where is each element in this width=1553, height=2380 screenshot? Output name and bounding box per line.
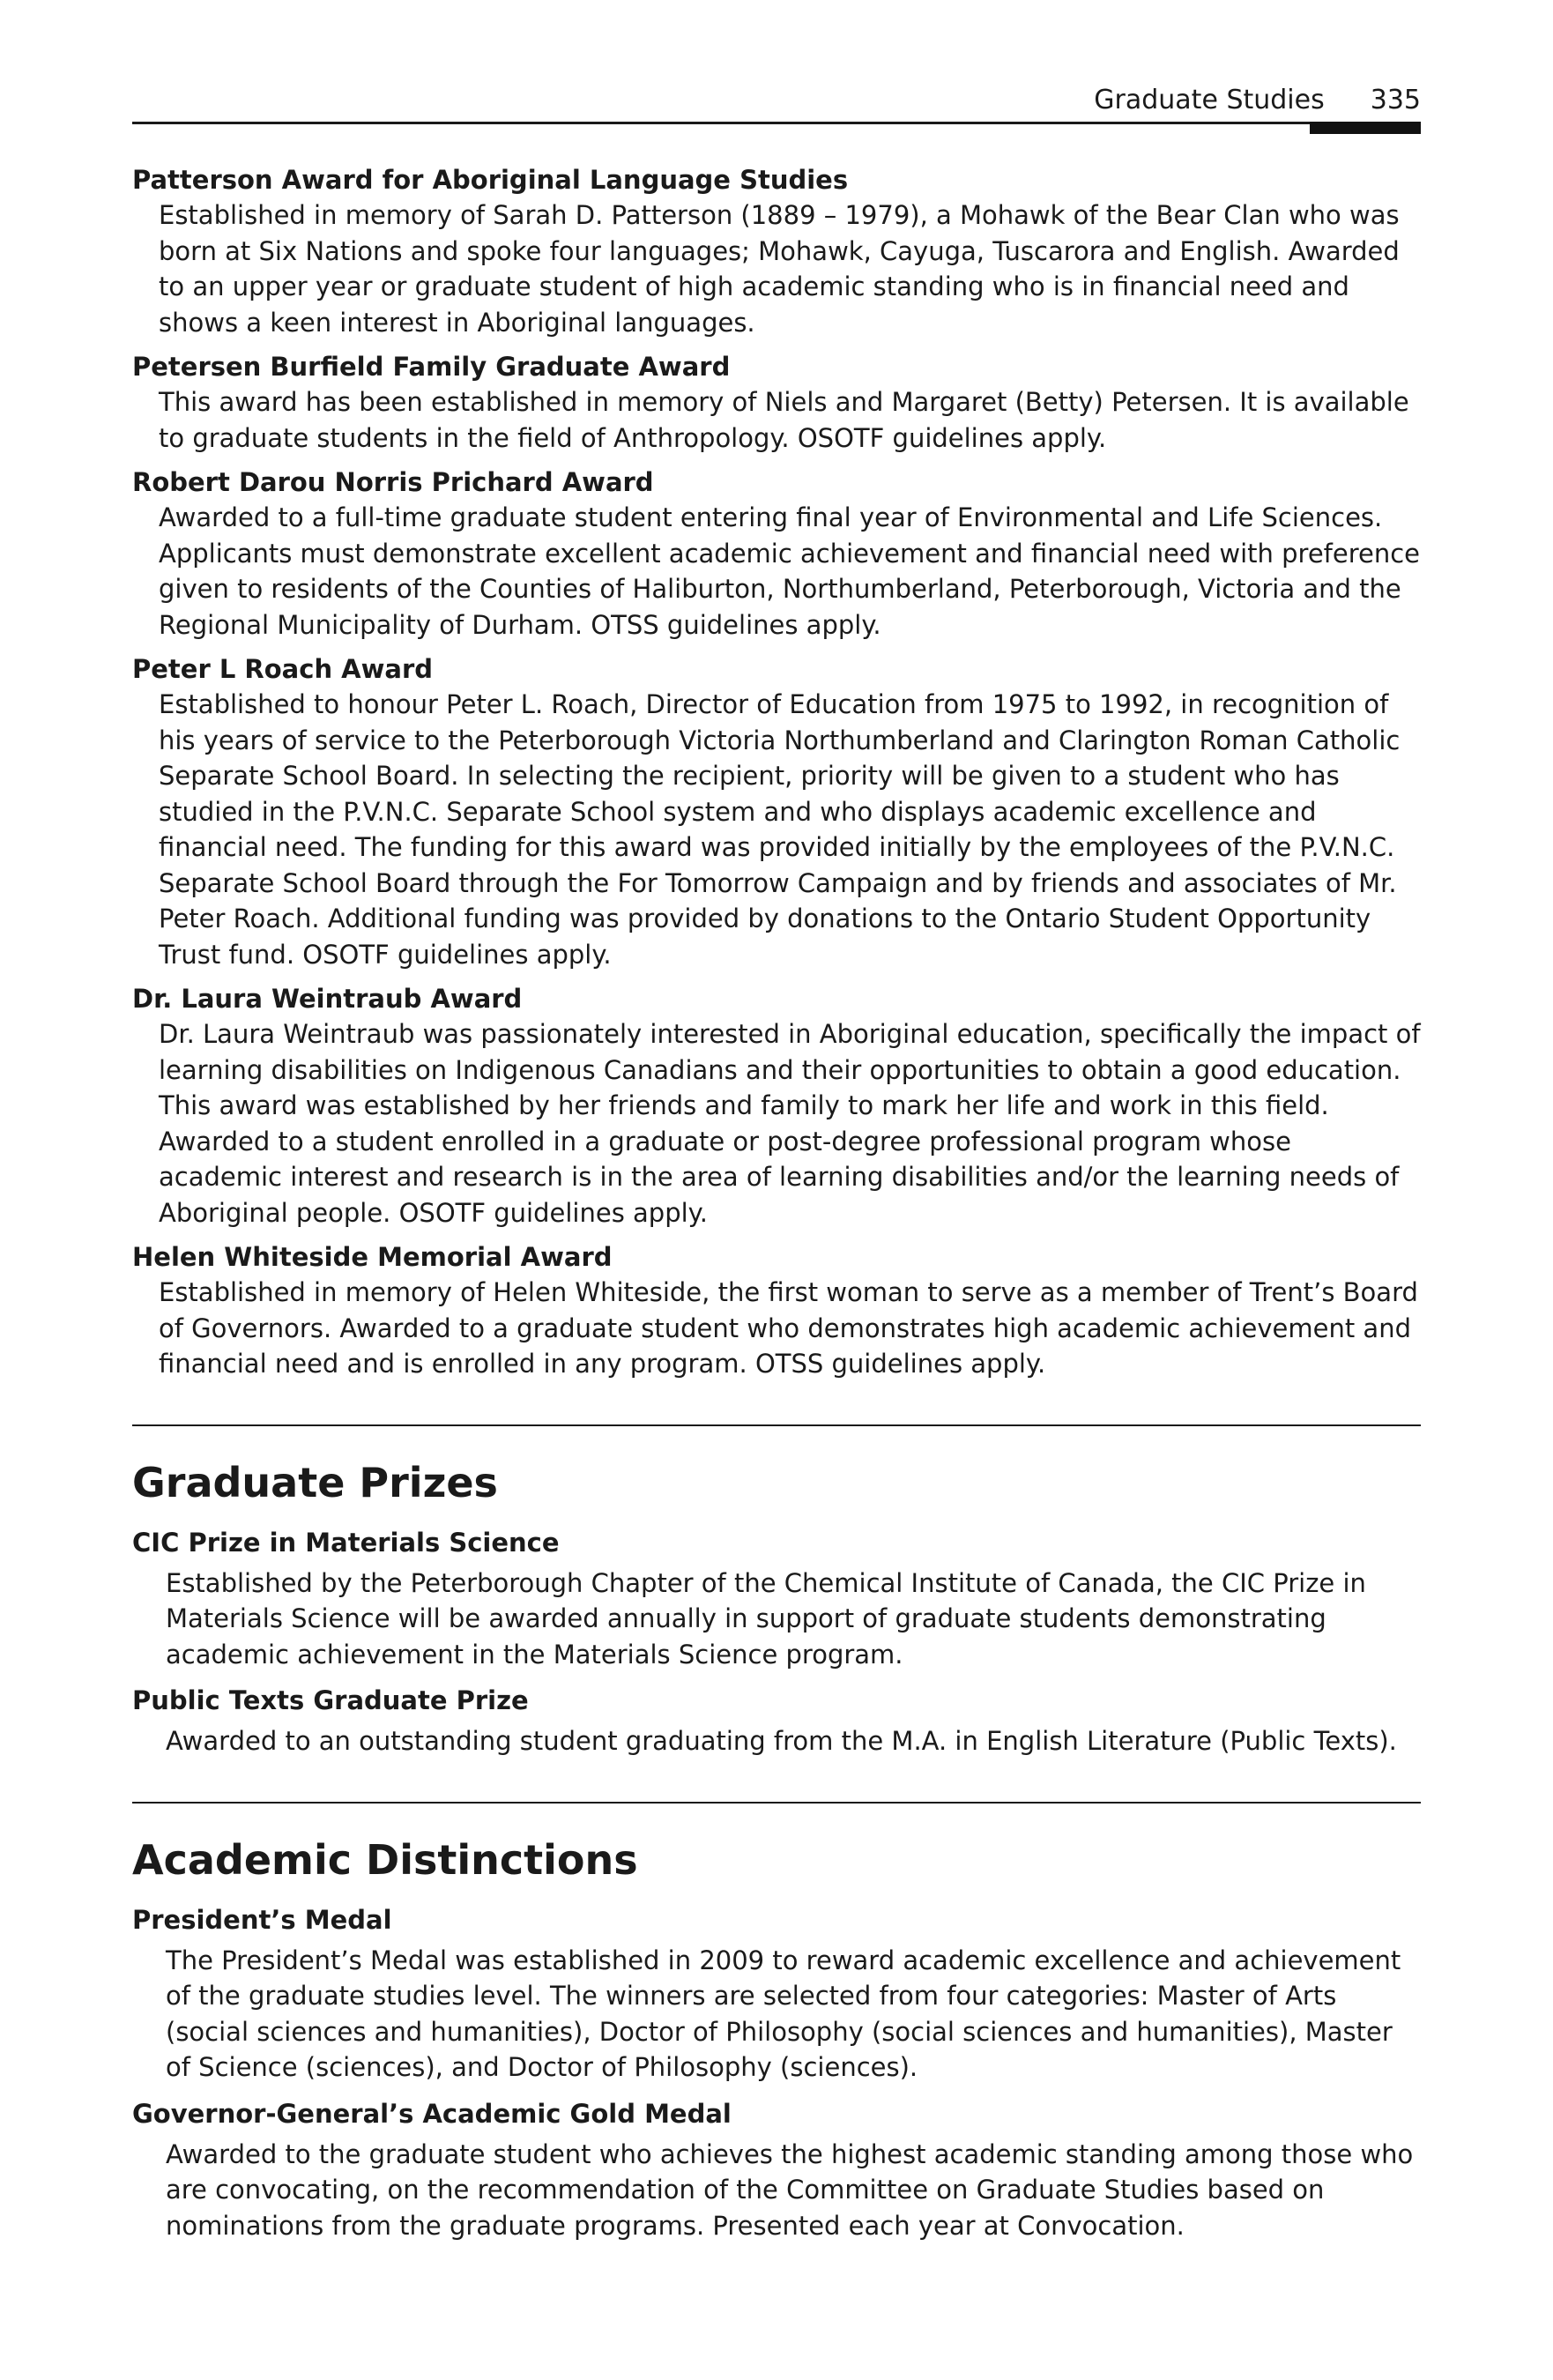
award-title: Peter L Roach Award (132, 654, 434, 684)
distinction-entry (132, 2096, 1421, 2244)
section-heading-academic-distinctions: Academic Distinctions (132, 1835, 638, 1884)
distinction-entry (132, 1902, 1421, 2086)
award-description: Awarded to a full-time graduate student entering final year of Environmental and Life Sciences. Applicants must demonstrate excellent academic achievement and financial need with preference given to residents of the Counties of Haliburton, Northumberland, Peterborough, Victoria and the Regional Municipality of Durham. OTSS guidelines apply. (159, 502, 1421, 640)
running-head (132, 76, 1421, 125)
award-entry (132, 981, 1421, 1231)
document-page (132, 0, 1421, 2380)
award-description: Established to honour Peter L. Roach, Director of Education from 1975 to 1992, in recognition of his years of service to the Peterborough Victoria Northumberland and Clarington Roman Catholic Separate School Board. In selecting the recipient, priority will be given to a student who has studied in the P.V.N.C. Separate School system and who displays academic excellence and financial need. The funding for this award was provided initially by the employees of the P.V.N.C. Separate School Board through the For Tomorrow Campaign and by friends and associates of Mr. Peter Roach. Additional funding was provided by donations to the Ontario Student Opportunity Trust fund. OSOTF guidelines apply. (159, 689, 1401, 970)
running-head-rule (132, 122, 1421, 124)
page-number: 335 (1370, 85, 1421, 115)
award-title: Petersen Burfield Family Graduate Award (132, 352, 731, 382)
prize-entry (132, 1683, 1421, 1759)
distinction-title: Governor-General’s Academic Gold Medal (132, 2098, 732, 2129)
award-title: Dr. Laura Weintraub Award (132, 984, 523, 1014)
page-content (132, 162, 1421, 2254)
award-title: Robert Darou Norris Prichard Award (132, 467, 654, 497)
distinction-description: Awarded to the graduate student who achieves the highest academic standing among those who are convocating, on the recommendation of the Committee on Graduate Studies based on nominations from the graduate programs. Presented each year at Convocation. (166, 2138, 1414, 2241)
award-entry (132, 349, 1421, 456)
prize-description: Awarded to an outstanding student graduating from the M.A. in English Literature (Public Texts). (166, 1726, 1397, 1756)
award-title: Patterson Award for Aboriginal Language Studies (132, 165, 849, 195)
running-head-tab-block (1310, 122, 1421, 134)
award-description: Dr. Laura Weintraub was passionately interested in Aboriginal education, specifically the impact of learning disabilities on Indigenous Canadians and their opportunities to obtain a good education. This award was established by her friends and family to mark her life and work in this field. Awarded to a student enrolled in a graduate or post-degree professional program whose academic interest and research is in the area of learning disabilities and/or the learning needs of Aboriginal people. OSOTF guidelines apply. (159, 1019, 1421, 1228)
award-entry (132, 1239, 1421, 1382)
section-divider (132, 1424, 1421, 1426)
prize-title: Public Texts Graduate Prize (132, 1685, 529, 1715)
award-entry (132, 651, 1421, 972)
prize-title: CIC Prize in Materials Science (132, 1527, 560, 1558)
section-heading-graduate-prizes: Graduate Prizes (132, 1458, 498, 1506)
running-head-text (1094, 85, 1421, 115)
prize-entry (132, 1525, 1421, 1673)
section-divider (132, 1802, 1421, 1804)
award-description: Established in memory of Helen Whiteside, the first woman to serve as a member of Trent’s Board of Governors. Awarded to a graduate student who demonstrates high academic achievement and financial need and is enrolled in any program. OTSS guidelines apply. (159, 1277, 1418, 1379)
award-description: This award has been established in memory of Niels and Margaret (Betty) Petersen. It is available to graduate students in the field of Anthropology. OSOTF guidelines apply. (159, 387, 1409, 453)
award-title: Helen Whiteside Memorial Award (132, 1242, 613, 1272)
award-description: Established in memory of Sarah D. Patterson (1889 – 1979), a Mohawk of the Bear Clan who was born at Six Nations and spoke four languages; Mohawk, Cayuga, Tuscarora and English. Awarded to an upper year or graduate student of high academic standing who is in financial need and shows a keen interest in Aboriginal languages. (159, 200, 1400, 338)
award-entry (132, 465, 1421, 643)
prize-description: Established by the Peterborough Chapter of the Chemical Institute of Canada, the CIC Prize in Materials Science will be awarded annually in support of graduate students demonstrating academic achievement in the Materials Science program. (166, 1567, 1366, 1670)
distinction-title: President’s Medal (132, 1904, 392, 1935)
award-entry (132, 162, 1421, 340)
distinction-description: The President’s Medal was established in 2009 to reward academic excellence and achievement of the graduate studies level. The winners are selected from four categories: Master of Arts (social sciences and humanities), Doctor of Philosophy (social sciences and humanities), Master of Science (sciences), and Doctor of Philosophy (sciences). (166, 1945, 1401, 2082)
running-head-section: Graduate Studies (1094, 85, 1325, 115)
